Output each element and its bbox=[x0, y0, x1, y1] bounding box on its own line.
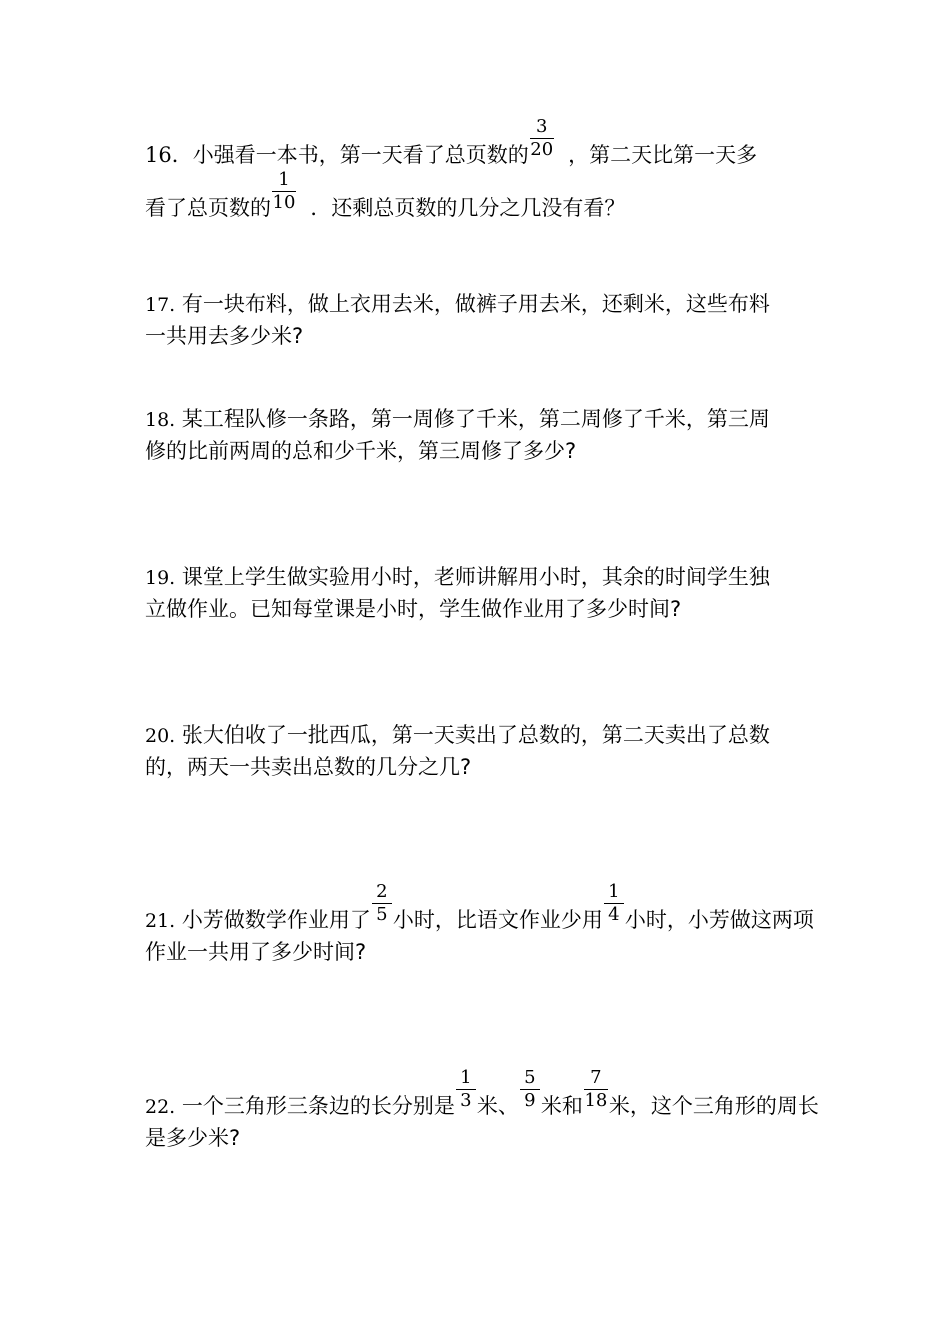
question-number: 20. bbox=[145, 725, 176, 747]
question-text: 小时，小芳做这两项 bbox=[624, 908, 814, 932]
fraction-numerator: 5 bbox=[524, 1067, 536, 1088]
question-number: 22. bbox=[145, 1096, 176, 1118]
question-22-line-2 bbox=[145, 1123, 850, 1154]
question-17-line-1 bbox=[145, 289, 850, 321]
question-21-line-1 bbox=[145, 881, 850, 937]
question-text: 米和 bbox=[540, 1094, 583, 1118]
question-text: 有一块布料，做上衣用去米，做裤子用去米，还剩米，这些布料 bbox=[181, 292, 770, 316]
fraction-denominator: 4 bbox=[608, 904, 620, 925]
question-text: 张大伯收了一批西瓜，第一天卖出了总数的，第二天卖出了总数 bbox=[181, 723, 770, 747]
question-21-line-2 bbox=[145, 937, 850, 968]
question-number: 19. bbox=[145, 567, 176, 589]
question-text: 立做作业。已知每堂课是小时，学生做作业用了多少时间? bbox=[145, 597, 682, 621]
fraction-denominator: 20 bbox=[530, 139, 554, 160]
question-text: 一个三角形三条边的长分别是 bbox=[181, 1094, 455, 1118]
question-number: 16． bbox=[145, 143, 193, 167]
question-text: 小芳做数学作业用了 bbox=[181, 908, 371, 932]
question-17-line-2 bbox=[145, 321, 850, 352]
question-text: 米、 bbox=[476, 1094, 519, 1118]
fraction bbox=[529, 116, 555, 162]
question-text: ，第二天比第一天多 bbox=[568, 143, 758, 167]
question-number: 21. bbox=[145, 910, 176, 932]
question-text: 作业一共用了多少时间? bbox=[145, 940, 367, 964]
question-number: 17. bbox=[145, 294, 176, 316]
question-20-line-2 bbox=[145, 752, 850, 783]
question-18 bbox=[145, 404, 850, 467]
fraction-numerator: 1 bbox=[608, 881, 620, 902]
fraction bbox=[371, 881, 393, 927]
fraction-numerator: 3 bbox=[536, 116, 548, 137]
question-16-line-2 bbox=[145, 169, 850, 224]
question-text: 的，两天一共卖出总数的几分之几? bbox=[145, 755, 472, 779]
fraction-numerator: 2 bbox=[376, 881, 388, 902]
fraction bbox=[271, 169, 297, 215]
question-17 bbox=[145, 289, 850, 352]
question-19-line-2 bbox=[145, 594, 850, 625]
question-text: 小强看一本书，第一天看了总页数的 bbox=[192, 143, 529, 167]
question-20-line-1 bbox=[145, 720, 850, 752]
question-text: 一共用去多少米? bbox=[145, 324, 304, 348]
fraction-denominator: 9 bbox=[524, 1090, 536, 1111]
question-22 bbox=[145, 1067, 850, 1154]
question-text: 修的比前两周的总和少千米，第三周修了多少? bbox=[145, 439, 577, 463]
fraction-numerator: 1 bbox=[278, 169, 290, 190]
fraction bbox=[583, 1067, 609, 1113]
question-18-line-2 bbox=[145, 436, 850, 467]
fraction-numerator: 7 bbox=[590, 1067, 602, 1088]
question-19 bbox=[145, 562, 850, 625]
question-text: 看了总页数的 bbox=[145, 196, 271, 220]
fraction-denominator: 18 bbox=[584, 1090, 608, 1111]
question-text: 某工程队修一条路，第一周修了千米，第二周修了千米，第三周 bbox=[181, 407, 770, 431]
fraction-numerator: 1 bbox=[460, 1067, 472, 1088]
question-number: 18. bbox=[145, 409, 176, 431]
question-text: 米，这个三角形的周长 bbox=[608, 1094, 819, 1118]
question-22-line-1 bbox=[145, 1067, 850, 1123]
question-21 bbox=[145, 881, 850, 968]
question-16 bbox=[145, 116, 850, 224]
fraction bbox=[603, 881, 625, 927]
fraction bbox=[519, 1067, 541, 1113]
question-19-line-1 bbox=[145, 562, 850, 594]
fraction bbox=[455, 1067, 477, 1113]
question-16-line-1 bbox=[145, 116, 850, 171]
fraction-denominator: 3 bbox=[460, 1090, 472, 1111]
fraction-denominator: 10 bbox=[272, 192, 296, 213]
question-18-line-1 bbox=[145, 404, 850, 436]
fraction-denominator: 5 bbox=[376, 904, 388, 925]
question-text: 课堂上学生做实验用小时，老师讲解用小时，其余的时间学生独 bbox=[181, 565, 770, 589]
question-20 bbox=[145, 720, 850, 783]
question-text: 小时，比语文作业少用 bbox=[392, 908, 603, 932]
question-text: 是多少米? bbox=[145, 1126, 241, 1150]
question-text: ．还剩总页数的几分之几没有看？ bbox=[310, 196, 626, 220]
